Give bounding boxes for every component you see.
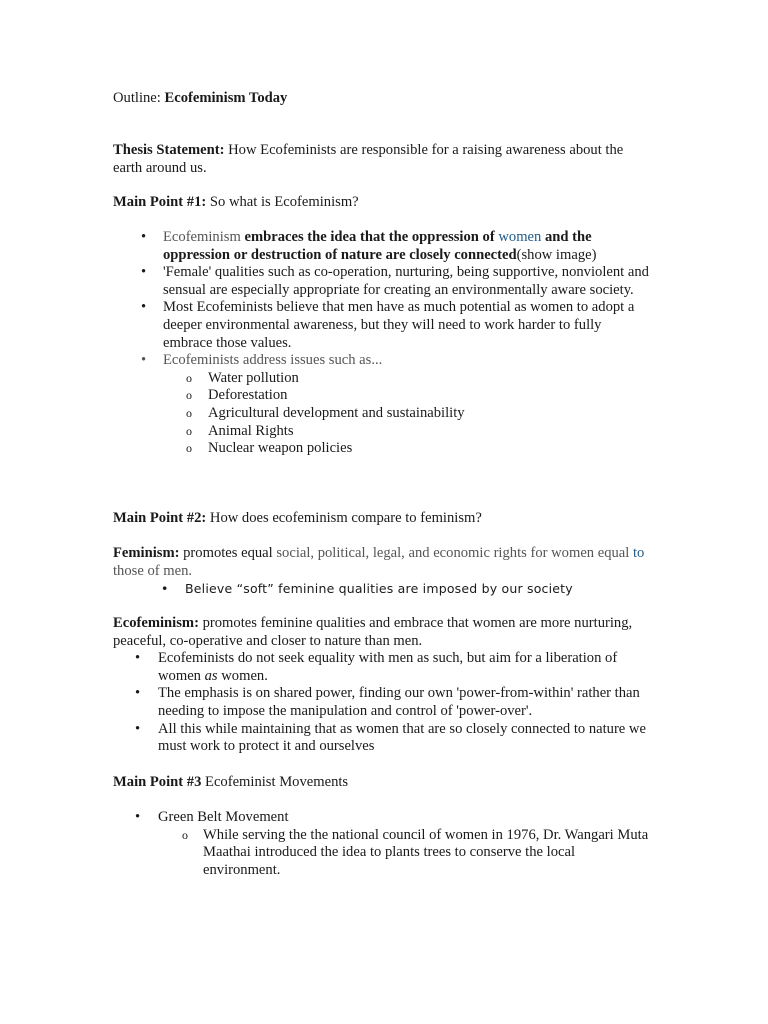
list-item: • Ecofeminists do not seek equality with men as such, but aim for a liberation of women as women. (113, 650, 653, 685)
main-point-2-label: Main Point #2: (113, 510, 207, 526)
feminism-note: • Believe “soft” feminine qualities are imposed by our society (113, 580, 653, 598)
issue-item: o Deforestation (113, 387, 653, 405)
issue-item: o Water pollution (113, 370, 653, 388)
list-item: • Ecofeminists address issues such as... (113, 352, 653, 370)
main-point-1-label: Main Point #1: (113, 194, 207, 210)
feminism-definition: Feminism: promotes equal social, political, legal, and economic rights for women equal to those of men. • Believe “soft” feminine qualities are imposed by our society (113, 545, 653, 598)
main-point-3-heading (113, 774, 653, 792)
issue-item: o Animal Rights (113, 423, 653, 441)
main-point-3-text: Ecofeminist Movements (201, 774, 349, 790)
feminism-label: Feminism: (113, 545, 180, 561)
women-link-text: women (498, 229, 542, 245)
main-point-2-heading (113, 510, 653, 528)
thesis-text: How Ecofeminists are responsible for a raising awareness about the earth around us. (113, 142, 624, 176)
movement-item: • Green Belt Movement (113, 809, 653, 827)
main-point-1-heading (113, 194, 653, 212)
ecofeminism-definition: Ecofeminism: promotes feminine qualities and embrace that women are more nurturing, peaceful, co-operative and closer to nature than men. • Ecofeminists do not seek equality with men as such, but aim for a liberation of women as women. • The emphasis is on shared power, finding our own 'power-from-within' rather than needing to impose the manipulation and control of 'power-over'. • All this while maintaining that as women that are so closely connected to nature we must work to protect it and ourselves (113, 615, 653, 756)
ecofeminism-label: Ecofeminism: (113, 615, 199, 631)
list-item: • All this while maintaining that as women that are so closely connected to nature we must work to protect it and ourselves (113, 721, 653, 756)
thesis-statement (113, 142, 653, 177)
movement-detail: o While serving the the national council of women in 1976, Dr. Wangari Muta Maathai introduced the idea to plants trees to conserve the local environment. (113, 827, 653, 880)
main-point-3-list (113, 809, 653, 879)
main-point-3-label: Main Point #3 (113, 774, 202, 790)
thesis-label: Thesis Statement: (113, 142, 225, 158)
outline-title: Ecofeminism Today (164, 90, 288, 106)
main-point-1-list (113, 229, 653, 458)
issue-item: o Nuclear weapon policies (113, 440, 653, 458)
issue-item: o Agricultural development and sustainability (113, 405, 653, 423)
list-item: • Most Ecofeminists believe that men have as much potential as women to adopt a deeper environmental awareness, but they will need to work harder to fully embrace those values. (113, 299, 653, 352)
main-point-2-text: How does ecofeminism compare to feminism? (206, 510, 482, 526)
outline-heading (113, 90, 653, 108)
list-item: • Ecofeminism embraces the idea that the oppression of women and the oppression or destruction of nature are closely connected(show image) (113, 229, 653, 264)
list-item: • The emphasis is on shared power, finding our own 'power-from-within' rather than needing to impose the manipulation and control of 'power-over'. (113, 685, 653, 720)
main-point-1-text: So what is Ecofeminism? (206, 194, 359, 210)
outline-prefix: Outline: (113, 90, 165, 106)
list-item: • 'Female' qualities such as co-operation, nurturing, being supportive, nonviolent and sensual are especially appropriate for creating an environmentally aware society. (113, 264, 653, 299)
